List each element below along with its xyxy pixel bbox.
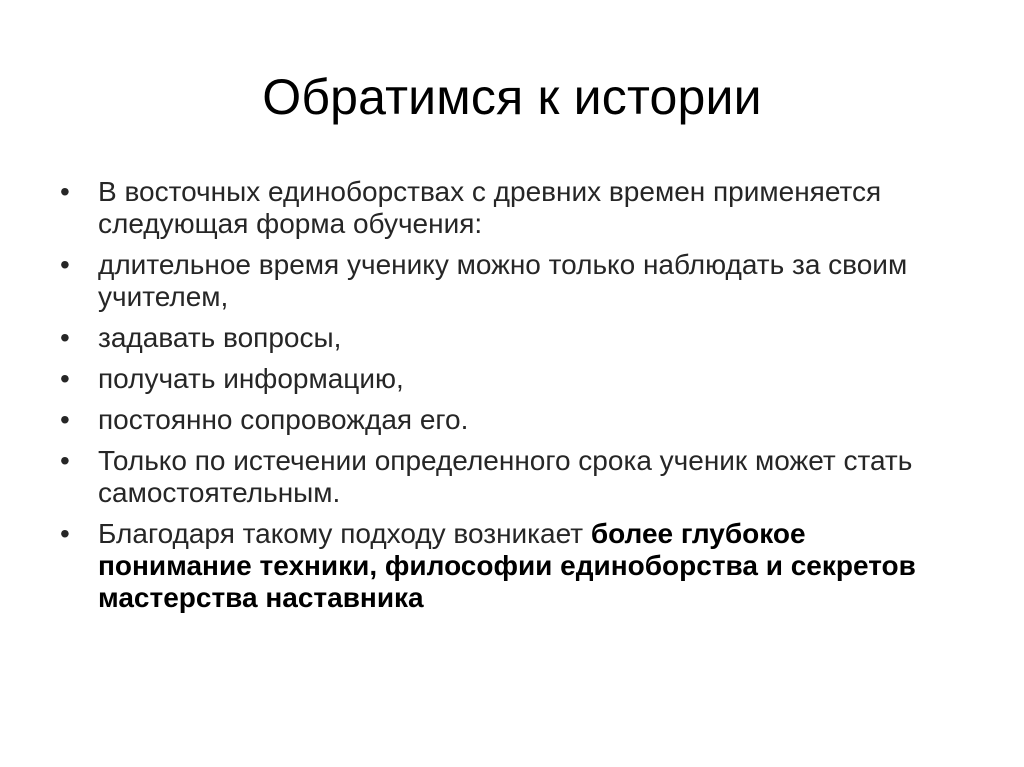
bullet-item	[60, 518, 960, 614]
bullet-text: задавать вопросы,	[98, 322, 342, 353]
bullet-marker: •	[60, 322, 70, 353]
bullet-marker: •	[60, 445, 70, 476]
bullet-text: получать информацию,	[98, 363, 404, 394]
bullet-bold-text: более глубокое понимание техники, философии единоборства и секретов мастерства наставника	[98, 518, 916, 613]
bullet-text: В восточных единоборствах с древних времен применяется следующая форма обучения:	[98, 176, 882, 239]
bullet-item	[60, 363, 960, 395]
bullet-marker: •	[60, 518, 70, 549]
bullet-marker: •	[60, 363, 70, 394]
bullet-item	[60, 404, 960, 436]
bullet-text: длительное время ученику можно только наблюдать за своим учителем,	[98, 249, 908, 312]
bullet-item	[60, 249, 960, 313]
bullet-text: Благодаря такому подходу возникает	[98, 518, 591, 549]
bullet-item	[60, 176, 960, 240]
bullet-list	[60, 176, 960, 623]
bullet-item	[60, 322, 960, 354]
bullet-marker: •	[60, 249, 70, 280]
bullet-marker: •	[60, 404, 70, 435]
bullet-marker: •	[60, 176, 70, 207]
bullet-text: постоянно сопровождая его.	[98, 404, 469, 435]
bullet-text: Только по истечении определенного срока ученик может стать самостоятельным.	[98, 445, 913, 508]
slide-title: Обратимся к истории	[262, 69, 762, 125]
bullet-item	[60, 445, 960, 509]
